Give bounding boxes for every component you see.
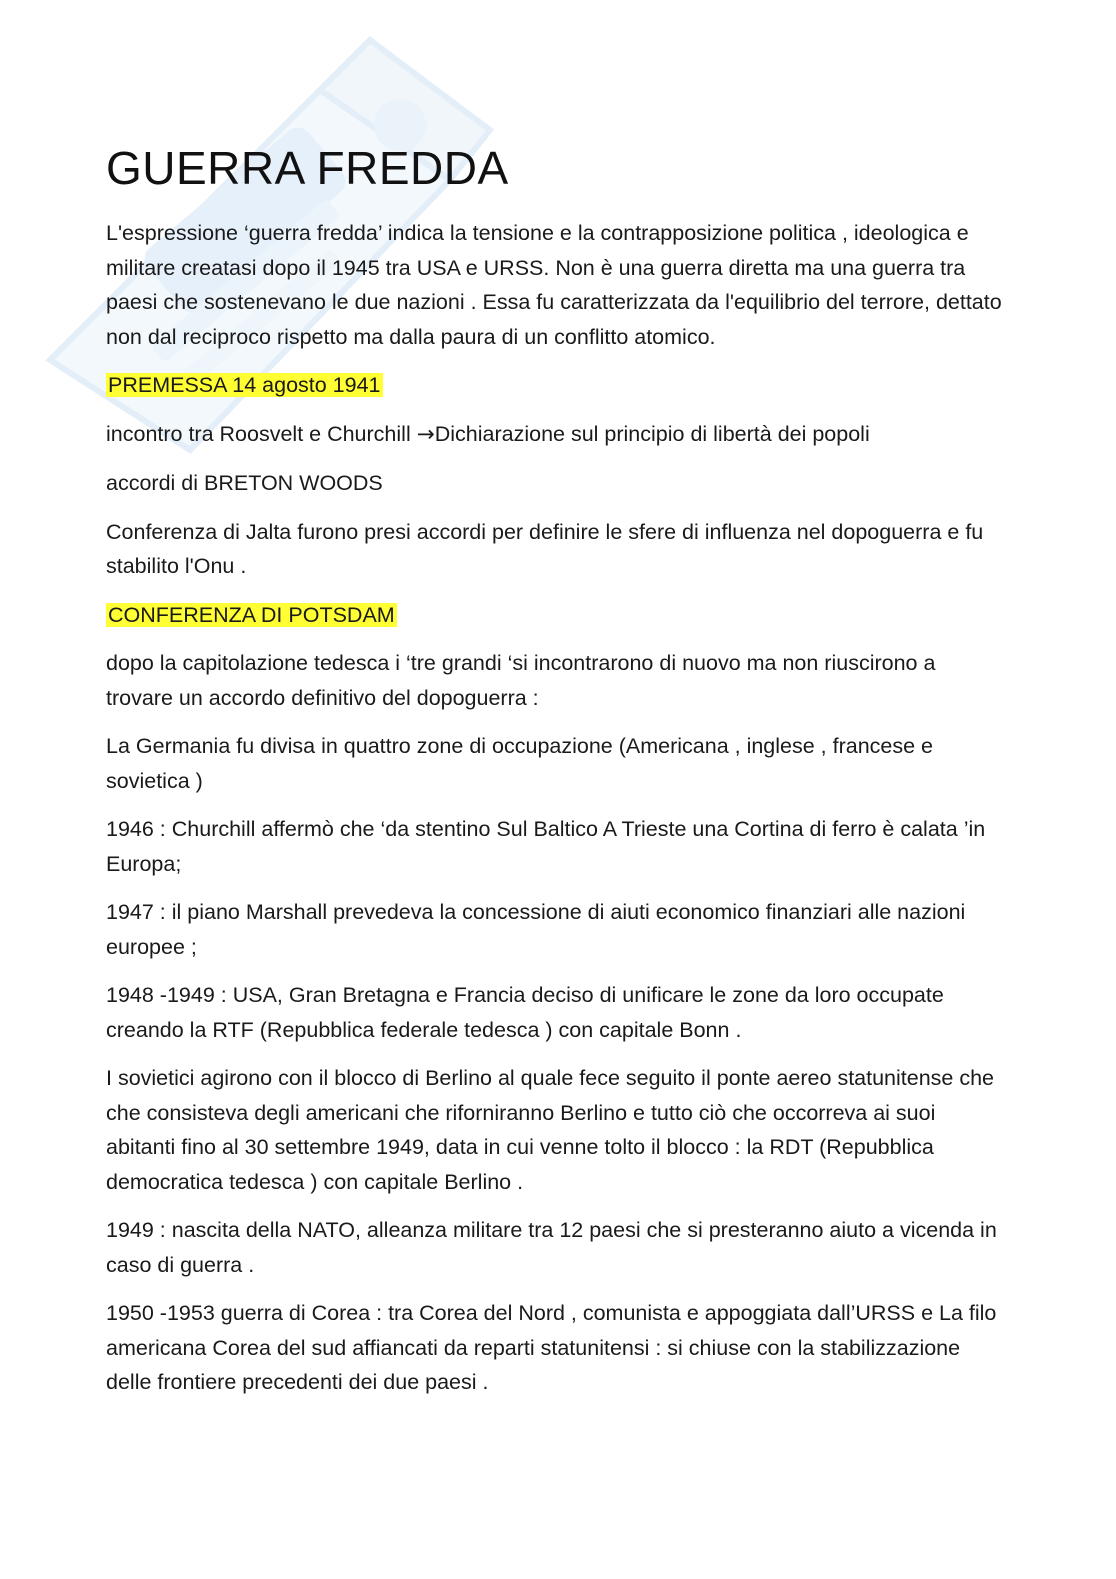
- paragraph-1947: 1947 : il piano Marshall prevedeva la concessione di aiuti economico finanziari alle nazioni europee ;: [106, 900, 966, 959]
- arrow-right-icon: →: [416, 421, 435, 447]
- paragraph-1949: 1949 : nascita della NATO, alleanza militare tra 12 paesi che si presteranno aiuto a vicenda in caso di guerra .: [106, 1218, 997, 1277]
- paragraph-1946: 1946 : Churchill affermò che ‘da stentino Sul Baltico A Trieste una Cortina di ferro è calata ’in Europa;: [106, 817, 986, 876]
- potsdam-paragraph: dopo la capitolazione tedesca i ‘tre grandi ‘si incontrarono di nuovo ma non riuscirono a trovare un accordo definitivo del dopoguerra :: [106, 651, 936, 710]
- dichiarazione-text: Dichiarazione sul principio di libertà dei popoli: [434, 421, 870, 446]
- potsdam-section: [106, 598, 1006, 633]
- premessa-section: [106, 368, 1006, 403]
- sovietici-paragraph: I sovietici agirono con il blocco di Berlino al quale fece seguito il ponte aereo statunitense che che consisteva degli americani che rifornirannо Berlino e tutto ciò che occorreva ai suoi abitanti fino al 30 settembre 1949, data in cui venne tolto il blocco : la RDT (Repubblica democratica tedesca ) con capitale Berlino .: [106, 1066, 995, 1194]
- jalta-paragraph: Conferenza di Jalta furono presi accordi per definire le sfere di influenza nel dopoguerra e fu stabilito l'Onu .: [106, 519, 984, 578]
- incontro-text: incontro tra Roosvelt e Churchill: [106, 421, 417, 446]
- germania-paragraph: La Germania fu divisa in quattro zone di occupazione (Americana , inglese , francese e sovietica ): [106, 734, 934, 793]
- paragraph-1948: 1948 -1949 : USA, Gran Bretagna e Francia deciso di unificare le zone da loro occupate creando la RTF (Repubblica federale tedesca ) con capitale Bonn .: [106, 983, 944, 1042]
- intro-paragraph: L'espressione ‘guerra fredda’ indica la tensione e la contrapposizione politica , ideologica e militare creatasi dopo il 1945 tra USA e URSS. Non è una guerra diretta ma una guerra tra paesi che sostenevano le due nazioni . Essa fu caratterizzata da l'equilibrio del terrore, dettato non dal reciproco rispetto ma dalla paura di un conflitto atomico.: [106, 221, 1002, 349]
- potsdam-heading: CONFERENZA DI POTSDAM: [108, 602, 395, 627]
- paragraph-1950: 1950 -1953 guerra di Corea : tra Corea del Nord , comunista e appoggiata dall’URSS e La filo americana Corea del sud affiancati da reparti statunitensi : si chiuse con la stabilizzazione delle frontiere precedenti dei due paesi .: [106, 1301, 997, 1394]
- document-title: GUERRA FREDDA: [106, 142, 509, 194]
- breton-woods-paragraph: accordi di BRETON WOODS: [106, 471, 383, 495]
- premessa-heading: PREMESSA 14 agosto 1941: [108, 373, 381, 397]
- incontro-paragraph: [106, 417, 1006, 453]
